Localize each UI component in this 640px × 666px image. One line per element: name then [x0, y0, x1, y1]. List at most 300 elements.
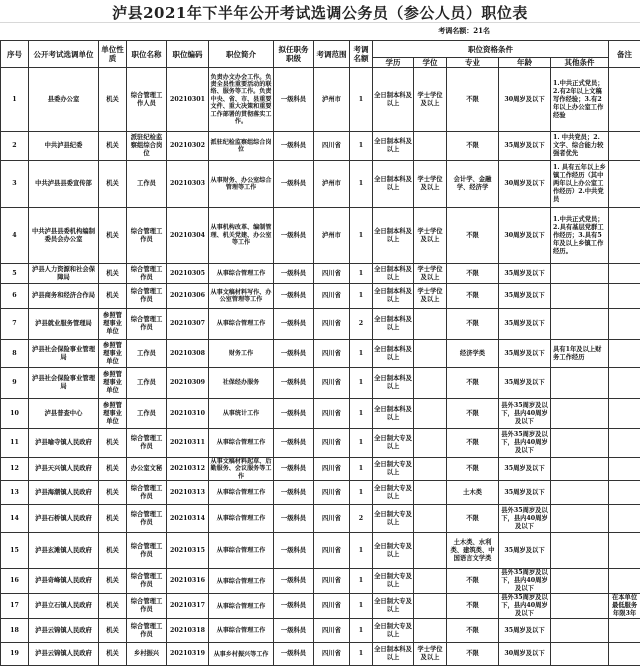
cell-nature: 机关 [99, 619, 127, 643]
cell-unit: 泸县社会保险事业管理局 [29, 368, 99, 399]
cell-other: 1. 具有五年以上乡镇工作经历（其中两年以上办公室工作经历）2.中共党员 [551, 161, 609, 208]
cell-rank: 一级科员 [274, 309, 314, 340]
cell-nature: 机关 [99, 569, 127, 594]
cell-scope: 四川省 [314, 533, 350, 569]
cell-major: 土木类、水利类、建筑类、中国语言文学类 [447, 533, 499, 569]
cell-quota: 1 [350, 68, 373, 132]
cell-scope: 四川省 [314, 399, 350, 429]
cell-remarks [609, 399, 640, 429]
cell-rank: 一级科员 [274, 594, 314, 619]
cell-quota: 1 [350, 264, 373, 284]
cell-position-name: 综合管理工作人员 [127, 68, 167, 132]
cell-position-code: 20210301 [167, 68, 209, 132]
cell-other [551, 619, 609, 643]
cell-major: 不限 [447, 643, 499, 666]
cell-degree [414, 619, 447, 643]
cell-position-code: 20210312 [167, 458, 209, 481]
header-position-code: 职位编码 [167, 41, 209, 68]
cell-degree [414, 505, 447, 533]
cell-degree [414, 533, 447, 569]
cell-remarks [609, 481, 640, 505]
cell-education: 全日制大专及以上 [373, 533, 414, 569]
table-row [1, 619, 640, 643]
table-row [1, 368, 640, 399]
cell-seq: 6 [1, 284, 29, 309]
cell-rank: 一级科员 [274, 429, 314, 458]
cell-rank: 一级科员 [274, 458, 314, 481]
cell-quota: 1 [350, 132, 373, 161]
cell-remarks [609, 340, 640, 368]
cell-position-name: 综合管理工作员 [127, 309, 167, 340]
cell-scope: 四川省 [314, 643, 350, 666]
cell-unit: 泸县商务和经济合作局 [29, 284, 99, 309]
cell-quota: 1 [350, 429, 373, 458]
cell-position-code: 20210314 [167, 505, 209, 533]
cell-education: 全日制本科及以上 [373, 284, 414, 309]
table-row [1, 68, 640, 132]
cell-other [551, 264, 609, 284]
cell-other [551, 533, 609, 569]
cell-rank: 一级科员 [274, 533, 314, 569]
cell-seq: 3 [1, 161, 29, 208]
cell-position-code: 20210311 [167, 429, 209, 458]
cell-age: 35周岁及以下 [499, 619, 551, 643]
cell-other [551, 505, 609, 533]
cell-intro: 从事统计工作 [209, 399, 274, 429]
cell-intro: 从事综合管理工作 [209, 264, 274, 284]
header-education: 学历 [373, 58, 414, 68]
cell-major: 土木类 [447, 481, 499, 505]
cell-scope: 四川省 [314, 481, 350, 505]
cell-scope: 四川省 [314, 368, 350, 399]
cell-remarks [609, 643, 640, 666]
cell-education: 全日制本科及以上 [373, 68, 414, 132]
cell-unit: 泸县人力资源和社会保障局 [29, 264, 99, 284]
cell-major: 不限 [447, 569, 499, 594]
cell-education: 全日制本科及以上 [373, 340, 414, 368]
cell-nature: 机关 [99, 429, 127, 458]
cell-unit: 泸县奇峰镇人民政府 [29, 569, 99, 594]
cell-other [551, 594, 609, 619]
table-row [1, 458, 640, 481]
cell-seq: 9 [1, 368, 29, 399]
cell-degree [414, 569, 447, 594]
cell-age: 35周岁及以下 [499, 481, 551, 505]
cell-other: 1.中共正式党员；2.有2年以上文稿写作经验；3.有2年以上办公室工作经验 [551, 68, 609, 132]
cell-other [551, 309, 609, 340]
cell-age: 35周岁及以下 [499, 533, 551, 569]
cell-position-code: 20210303 [167, 161, 209, 208]
cell-age: 县外35周岁及以下，县内40周岁及以下 [499, 594, 551, 619]
cell-intro: 从事综合管理工作 [209, 309, 274, 340]
cell-unit: 泸县立石镇人民政府 [29, 594, 99, 619]
cell-position-code: 20210305 [167, 264, 209, 284]
cell-seq: 11 [1, 429, 29, 458]
cell-nature: 参照管理事业单位 [99, 340, 127, 368]
cell-remarks [609, 132, 640, 161]
cell-seq: 1 [1, 68, 29, 132]
cell-position-code: 20210304 [167, 208, 209, 264]
cell-rank: 一级科员 [274, 643, 314, 666]
cell-quota: 2 [350, 309, 373, 340]
cell-remarks: 在本单位最低服务年限3年 [609, 594, 640, 619]
header-seq: 序号 [1, 41, 29, 68]
cell-rank: 一级科员 [274, 399, 314, 429]
table-row [1, 132, 640, 161]
cell-remarks [609, 429, 640, 458]
cell-nature: 机关 [99, 161, 127, 208]
header-quota: 考调名额 [350, 41, 373, 68]
cell-remarks [609, 161, 640, 208]
cell-quota: 1 [350, 643, 373, 666]
cell-rank: 一级科员 [274, 161, 314, 208]
cell-age: 35周岁及以下 [499, 340, 551, 368]
header-age: 年龄 [499, 58, 551, 68]
cell-position-name: 办公室文秘 [127, 458, 167, 481]
cell-remarks [609, 569, 640, 594]
cell-education: 全日制本科及以上 [373, 309, 414, 340]
cell-nature: 机关 [99, 208, 127, 264]
cell-other: 1. 中共党员；2. 文字、综合能力较强者优先 [551, 132, 609, 161]
cell-nature: 机关 [99, 481, 127, 505]
header-degree: 学位 [414, 58, 447, 68]
cell-unit: 泸县就业服务管理局 [29, 309, 99, 340]
header-intro: 职位简介 [209, 41, 274, 68]
cell-quota: 2 [350, 505, 373, 533]
header-position-name: 职位名称 [127, 41, 167, 68]
cell-scope: 四川省 [314, 458, 350, 481]
cell-intro: 从事综合管理工作 [209, 481, 274, 505]
header-unit-nature: 单位性质 [99, 41, 127, 68]
cell-unit: 中共泸县纪委 [29, 132, 99, 161]
cell-nature: 机关 [99, 458, 127, 481]
cell-degree [414, 340, 447, 368]
cell-position-code: 20210307 [167, 309, 209, 340]
cell-major: 不限 [447, 208, 499, 264]
header-other: 其他条件 [551, 58, 609, 68]
document-title: 泸县2021年下半年公开考试选调公务员（参公人员）职位表 [0, 2, 640, 23]
cell-position-code: 20210316 [167, 569, 209, 594]
cell-seq: 10 [1, 399, 29, 429]
cell-major: 不限 [447, 68, 499, 132]
header-scope: 考调范围 [314, 41, 350, 68]
cell-position-name: 工作员 [127, 161, 167, 208]
cell-unit: 泸县云锦镇人民政府 [29, 619, 99, 643]
cell-nature: 机关 [99, 68, 127, 132]
cell-nature: 参照管理事业单位 [99, 399, 127, 429]
cell-age: 县外35周岁及以下，县内40周岁及以下 [499, 429, 551, 458]
cell-scope: 泸州市 [314, 208, 350, 264]
cell-major: 不限 [447, 399, 499, 429]
table-row [1, 309, 640, 340]
cell-position-name: 综合管理工作员 [127, 284, 167, 309]
cell-education: 全日制大专及以上 [373, 569, 414, 594]
table-row [1, 481, 640, 505]
cell-position-code: 20210317 [167, 594, 209, 619]
cell-position-name: 乡村振兴 [127, 643, 167, 666]
cell-scope: 四川省 [314, 264, 350, 284]
cell-position-code: 20210309 [167, 368, 209, 399]
cell-position-code: 20210302 [167, 132, 209, 161]
cell-degree [414, 399, 447, 429]
cell-rank: 一级科员 [274, 569, 314, 594]
cell-degree [414, 429, 447, 458]
cell-position-code: 20210315 [167, 533, 209, 569]
cell-intro: 从事综合管理工作 [209, 619, 274, 643]
table-row [1, 505, 640, 533]
cell-unit: 泸县天兴镇人民政府 [29, 458, 99, 481]
cell-quota: 1 [350, 284, 373, 309]
cell-nature: 机关 [99, 284, 127, 309]
cell-position-code: 20210313 [167, 481, 209, 505]
cell-nature: 机关 [99, 533, 127, 569]
cell-rank: 一级科员 [274, 505, 314, 533]
cell-scope: 四川省 [314, 594, 350, 619]
cell-rank: 一级科员 [274, 284, 314, 309]
cell-rank: 一级科员 [274, 619, 314, 643]
cell-remarks [609, 284, 640, 309]
table-row [1, 399, 640, 429]
cell-remarks [609, 505, 640, 533]
cell-intro: 从事文稿材料起草、后勤服务、会议服务等工作 [209, 458, 274, 481]
cell-degree: 学士学位及以上 [414, 643, 447, 666]
cell-rank: 一级科员 [274, 208, 314, 264]
cell-unit: 泸县海潮镇人民政府 [29, 481, 99, 505]
cell-degree: 学士学位及以上 [414, 208, 447, 264]
cell-quota: 1 [350, 594, 373, 619]
cell-education: 全日制大专及以上 [373, 505, 414, 533]
cell-seq: 13 [1, 481, 29, 505]
cell-nature: 机关 [99, 505, 127, 533]
cell-seq: 18 [1, 619, 29, 643]
cell-major: 不限 [447, 594, 499, 619]
cell-scope: 四川省 [314, 619, 350, 643]
cell-quota: 1 [350, 481, 373, 505]
cell-seq: 4 [1, 208, 29, 264]
cell-quota: 1 [350, 399, 373, 429]
cell-degree [414, 132, 447, 161]
title-row [0, 0, 640, 23]
cell-scope: 泸州市 [314, 68, 350, 132]
cell-age: 县外35周岁及以下，县内40周岁及以下 [499, 505, 551, 533]
cell-position-name: 工作员 [127, 368, 167, 399]
cell-unit: 泸县玄滩镇人民政府 [29, 533, 99, 569]
cell-age: 35周岁及以下 [499, 458, 551, 481]
cell-rank: 一级科员 [274, 68, 314, 132]
cell-major: 不限 [447, 132, 499, 161]
cell-degree [414, 458, 447, 481]
cell-age: 县外35周岁及以下，县内40周岁及以下 [499, 569, 551, 594]
cell-age: 35周岁及以下 [499, 132, 551, 161]
cell-unit: 泸县普查中心 [29, 399, 99, 429]
cell-intro: 从事综合管理工作 [209, 429, 274, 458]
cell-scope: 四川省 [314, 284, 350, 309]
cell-scope: 泸州市 [314, 161, 350, 208]
cell-position-code: 20210306 [167, 284, 209, 309]
cell-major: 不限 [447, 309, 499, 340]
cell-major: 不限 [447, 619, 499, 643]
cell-quota: 1 [350, 458, 373, 481]
cell-remarks [609, 68, 640, 132]
cell-major: 不限 [447, 505, 499, 533]
cell-other [551, 643, 609, 666]
cell-other [551, 458, 609, 481]
cell-unit: 泸县喻寺镇人民政府 [29, 429, 99, 458]
table-row [1, 643, 640, 666]
cell-age: 30周岁及以下 [499, 643, 551, 666]
cell-scope: 四川省 [314, 340, 350, 368]
cell-education: 全日制大专及以上 [373, 594, 414, 619]
cell-nature: 机关 [99, 643, 127, 666]
cell-intro: 从事财务、办公室综合管理等工作 [209, 161, 274, 208]
cell-seq: 14 [1, 505, 29, 533]
cell-education: 全日制大专及以上 [373, 619, 414, 643]
cell-remarks [609, 458, 640, 481]
cell-major: 不限 [447, 458, 499, 481]
cell-education: 全日制本科及以上 [373, 161, 414, 208]
cell-intro: 从事乡村振兴等工作 [209, 643, 274, 666]
cell-degree [414, 594, 447, 619]
cell-other [551, 368, 609, 399]
cell-major: 经济学类 [447, 340, 499, 368]
cell-education: 全日制大专及以上 [373, 429, 414, 458]
cell-nature: 机关 [99, 264, 127, 284]
cell-position-code: 20210319 [167, 643, 209, 666]
cell-degree [414, 309, 447, 340]
cell-nature: 参照管理事业单位 [99, 309, 127, 340]
cell-degree: 学士学位及以上 [414, 68, 447, 132]
cell-age: 30周岁及以下 [499, 161, 551, 208]
cell-degree [414, 368, 447, 399]
cell-intro: 社保经办服务 [209, 368, 274, 399]
cell-seq: 15 [1, 533, 29, 569]
cell-education: 全日制本科及以上 [373, 368, 414, 399]
cell-education: 全日制本科及以上 [373, 643, 414, 666]
table-row [1, 569, 640, 594]
cell-degree: 学士学位及以上 [414, 284, 447, 309]
cell-intro: 从事综合管理工作 [209, 594, 274, 619]
cell-seq: 7 [1, 309, 29, 340]
cell-unit: 泸县社会保险事业管理局 [29, 340, 99, 368]
cell-major: 不限 [447, 264, 499, 284]
cell-unit: 泸县云锦镇人民政府 [29, 643, 99, 666]
cell-rank: 一级科员 [274, 340, 314, 368]
cell-seq: 8 [1, 340, 29, 368]
cell-seq: 12 [1, 458, 29, 481]
cell-scope: 四川省 [314, 505, 350, 533]
cell-other [551, 481, 609, 505]
cell-other [551, 399, 609, 429]
cell-nature: 机关 [99, 594, 127, 619]
table-row [1, 208, 640, 264]
cell-unit: 中共泸县县委机构编制委员会办公室 [29, 208, 99, 264]
cell-rank: 一级科员 [274, 368, 314, 399]
header-remarks: 备注 [609, 41, 640, 68]
cell-education: 全日制本科及以上 [373, 264, 414, 284]
cell-education: 全日制大专及以上 [373, 481, 414, 505]
cell-degree: 学士学位及以上 [414, 264, 447, 284]
cell-age: 县外35周岁及以下，县内40周岁及以下 [499, 399, 551, 429]
table-row [1, 429, 640, 458]
cell-position-name: 综合管理工作员 [127, 429, 167, 458]
cell-position-name: 综合管理工作员 [127, 569, 167, 594]
cell-remarks [609, 533, 640, 569]
cell-rank: 一级科员 [274, 264, 314, 284]
cell-position-code: 20210310 [167, 399, 209, 429]
cell-major: 不限 [447, 429, 499, 458]
cell-intro: 从事综合管理工作 [209, 505, 274, 533]
cell-quota: 1 [350, 533, 373, 569]
cell-seq: 5 [1, 264, 29, 284]
cell-remarks [609, 368, 640, 399]
cell-age: 35周岁及以下 [499, 264, 551, 284]
header-major: 专业 [447, 58, 499, 68]
cell-quota: 1 [350, 161, 373, 208]
cell-quota: 1 [350, 368, 373, 399]
cell-scope: 四川省 [314, 569, 350, 594]
table-row [1, 594, 640, 619]
table-row [1, 264, 640, 284]
cell-quota: 1 [350, 619, 373, 643]
cell-age: 35周岁及以下 [499, 309, 551, 340]
cell-other: 1.中共正式党员；2.具有基层党群工作经历；3.具有5年及以上乡镇工作经历。 [551, 208, 609, 264]
cell-scope: 四川省 [314, 132, 350, 161]
cell-remarks [609, 619, 640, 643]
cell-quota: 1 [350, 569, 373, 594]
cell-degree: 学士学位及以上 [414, 161, 447, 208]
cell-seq: 2 [1, 132, 29, 161]
cell-major: 会计学、金融学、经济学 [447, 161, 499, 208]
cell-rank: 一级科员 [274, 481, 314, 505]
cell-intro: 从事综合管理工作 [209, 533, 274, 569]
cell-intro: 从事文稿材料写作、办公室管理等工作 [209, 284, 274, 309]
header-rank: 拟任职务职级 [274, 41, 314, 68]
cell-position-name: 综合管理工作员 [127, 264, 167, 284]
cell-seq: 19 [1, 643, 29, 666]
cell-major: 不限 [447, 368, 499, 399]
header-qualifications: 职位资格条件 [373, 41, 609, 58]
table-row [1, 161, 640, 208]
cell-intro: 从事综合管理工作 [209, 569, 274, 594]
cell-unit: 县委办公室 [29, 68, 99, 132]
cell-position-name: 综合管理工作员 [127, 619, 167, 643]
cell-education: 全日制本科及以上 [373, 132, 414, 161]
cell-unit: 泸县石桥镇人民政府 [29, 505, 99, 533]
header-unit: 公开考试选调单位 [29, 41, 99, 68]
cell-age: 30周岁及以下 [499, 68, 551, 132]
cell-major: 不限 [447, 284, 499, 309]
cell-seq: 16 [1, 569, 29, 594]
cell-other [551, 569, 609, 594]
cell-remarks [609, 309, 640, 340]
cell-quota: 1 [350, 340, 373, 368]
cell-quota: 1 [350, 208, 373, 264]
cell-position-code: 20210318 [167, 619, 209, 643]
cell-other [551, 429, 609, 458]
cell-age: 30周岁及以下 [499, 208, 551, 264]
table-row [1, 340, 640, 368]
cell-seq: 17 [1, 594, 29, 619]
cell-position-name: 综合管理工作员 [127, 481, 167, 505]
cell-position-code: 20210308 [167, 340, 209, 368]
cell-education: 全日制本科及以上 [373, 399, 414, 429]
table-row [1, 284, 640, 309]
cell-position-name: 综合管理工作员 [127, 594, 167, 619]
cell-other [551, 284, 609, 309]
cell-intro: 财务工作 [209, 340, 274, 368]
cell-remarks [609, 208, 640, 264]
position-table [0, 40, 640, 666]
